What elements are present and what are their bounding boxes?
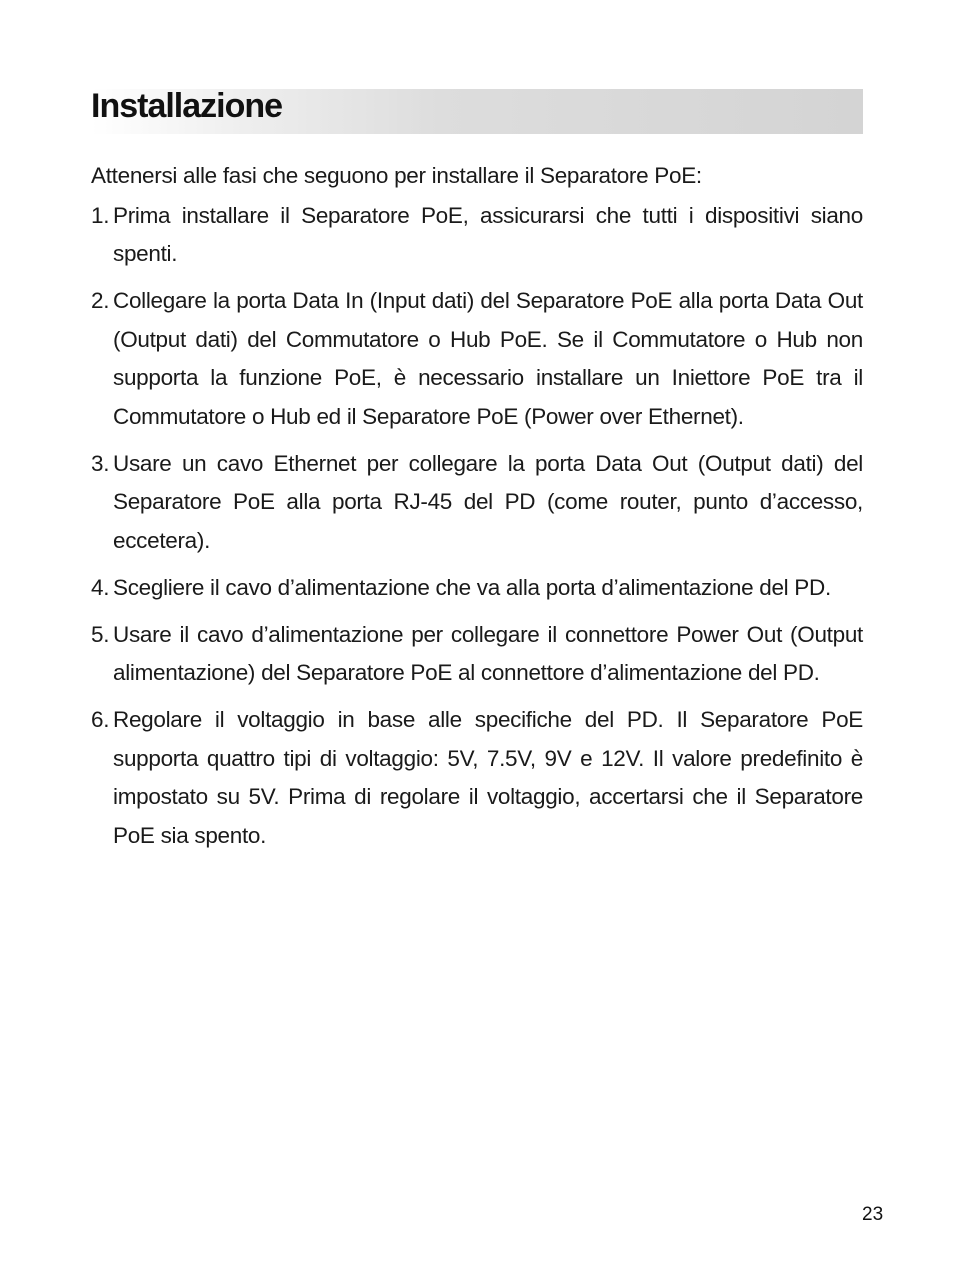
step-number: 1.	[91, 202, 110, 228]
step-text: Usare il cavo d’alimentazione per collegare il connettore Power Out (Output alimentazione) del Separatore PoE al connettore d’alimentazione del PD.	[113, 621, 863, 685]
step-5	[91, 616, 863, 693]
step-number: 2.	[91, 288, 110, 313]
step-text: Scegliere il cavo d’alimentazione che va alla porta d’alimentazione del PD.	[113, 574, 831, 600]
step-text: Usare un cavo Ethernet per collegare la porta Data Out (Output dati) del Separatore PoE alla porta RJ-45 del PD (come router, punto d’accesso, eccetera).	[113, 450, 863, 553]
step-text: Regolare il voltaggio in base alle specifiche del PD. Il Separatore PoE supporta quattro tipi di voltaggio: 5V, 7.5V, 9V e 12V. Il valore predefinito è impostato su 5V. Prima di regolare il voltaggio, accertarsi che il Separatore PoE sia spento.	[113, 707, 863, 848]
step-number: 5.	[91, 621, 110, 647]
intro-text: Attenersi alle fasi che seguono per installare il Separatore PoE:	[91, 163, 702, 188]
step-number: 3.	[91, 450, 110, 476]
step-3	[91, 445, 863, 561]
step-2	[91, 282, 863, 436]
step-number: 6.	[91, 707, 110, 732]
step-number: 4.	[91, 574, 110, 600]
step-1	[91, 197, 863, 274]
step-6	[91, 701, 863, 855]
installation-steps	[91, 197, 863, 856]
page-content	[91, 157, 863, 864]
section-title: Installazione	[91, 87, 283, 125]
step-text: Collegare la porta Data In (Input dati) del Separatore PoE alla porta Data Out (Output dati) del Commutatore o Hub PoE. Se il Commutatore o Hub non supporta la funzione PoE, è necessario installare un Iniettore PoE tra il Commutatore o Hub ed il Separatore PoE (Power over Ethernet).	[113, 288, 863, 429]
step-text: Prima installare il Separatore PoE, assicurarsi che tutti i dispositivi siano spenti.	[113, 202, 863, 266]
page-number: 23	[862, 1204, 884, 1225]
step-4	[91, 569, 863, 608]
section-title-bar	[91, 89, 863, 134]
